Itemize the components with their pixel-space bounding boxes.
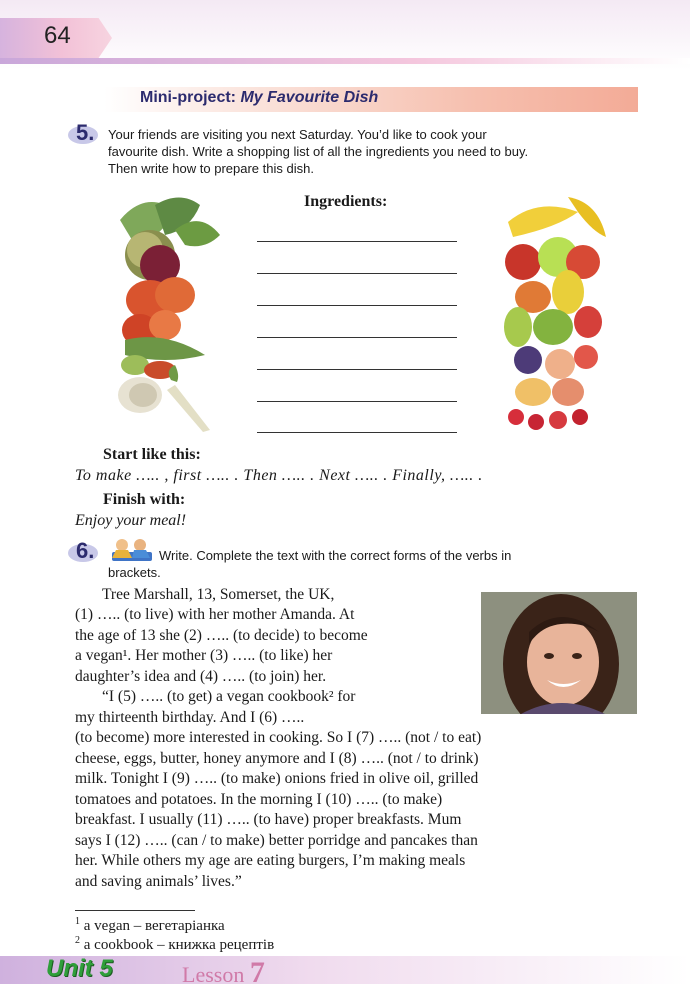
ingredient-line[interactable] <box>257 337 457 338</box>
mini-project-title <box>140 89 378 107</box>
exercise-5-task-line: Then write how to prepare this dish. <box>108 161 314 176</box>
exercise-5-number: 5. <box>76 120 95 145</box>
text-line: the age of 13 she (2) ….. (to decide) to become <box>75 627 368 644</box>
ingredient-line[interactable] <box>257 401 457 402</box>
footnote-1 <box>75 916 225 935</box>
vegetables-illustration <box>105 190 230 435</box>
exercise-6-number: 6. <box>76 538 95 563</box>
text-line: milk. Tonight I (9) ….. (to make) onions fried in olive oil, grilled <box>75 770 479 787</box>
page-number: 64 <box>44 22 71 49</box>
text-line: daughter’s idea and (4) ….. (to join) her. <box>75 668 327 685</box>
exercise-5-task <box>108 126 528 177</box>
text-line: breakfast. I usually (11) ….. (to have) proper breakfasts. Mum <box>75 811 462 828</box>
text-line: tomatoes and potatoes. In the morning I (10) ….. (to make) <box>75 791 443 808</box>
text-line: cheese, eggs, butter, honey anymore and I (8) ….. (not / to drink) <box>75 750 479 767</box>
mini-project-label: Mini-project: <box>140 89 236 106</box>
exercise-6-task-line2: brackets. <box>108 565 161 580</box>
girl-photo <box>481 592 637 714</box>
ingredient-line[interactable] <box>257 241 457 242</box>
exercise-5-task-line: favourite dish. Write a shopping list of all the ingredients you need to buy. <box>108 144 529 159</box>
start-text: To make ….. , first ….. . Then ….. . Next ….. . Finally, ….. . <box>75 467 483 484</box>
footnote-rule <box>75 910 195 911</box>
mini-project-topic: My Favourite Dish <box>240 89 379 106</box>
unit-label: Unit 5 <box>46 955 113 982</box>
text-line: “I (5) ….. (to get) a vegan cookbook² for <box>102 688 356 705</box>
footnote-2 <box>75 935 274 954</box>
text-line: (1) ….. (to live) with her mother Amanda. At <box>75 606 355 623</box>
lesson-word: Lesson <box>182 962 245 987</box>
exercise-6-task-line1: Write. Complete the text with the correct forms of the verbs in <box>159 548 512 563</box>
ingredient-line[interactable] <box>257 369 457 370</box>
header-stripe <box>0 58 690 64</box>
lesson-label <box>182 956 265 990</box>
exercise-5-task-line: Your friends are visiting you next Saturday. You’d like to cook your <box>108 127 487 142</box>
text-line: says I (12) ….. (can / to make) better porridge and pancakes than <box>75 832 478 849</box>
text-line: my thirteenth birthday. And I (6) ….. <box>75 709 305 726</box>
text-line: and saving animals’ lives.” <box>75 873 242 890</box>
finish-text: Enjoy your meal! <box>75 512 187 529</box>
ingredient-line[interactable] <box>257 432 457 433</box>
lesson-number: 7 <box>249 956 265 989</box>
footnote-text: a vegan – вегетаріанка <box>83 918 225 934</box>
text-line: Tree Marshall, 13, Somerset, the UK, <box>102 586 335 603</box>
ingredient-line[interactable] <box>257 273 457 274</box>
footnote-mark: 1 <box>75 916 80 927</box>
finish-heading: Finish with: <box>103 491 186 508</box>
fruits-illustration <box>498 192 610 437</box>
writing-icon <box>108 536 156 564</box>
ingredients-title: Ingredients: <box>304 193 388 210</box>
text-line: her. While others my age are eating burgers, I’m making meals <box>75 852 466 869</box>
text-line: (to become) more interested in cooking. So I (7) ….. (not / to eat) <box>75 729 482 746</box>
footnote-text: a cookbook – книжка рецептів <box>83 937 275 953</box>
ingredient-line[interactable] <box>257 305 457 306</box>
start-heading: Start like this: <box>103 446 201 463</box>
text-line: a vegan¹. Her mother (3) ….. (to like) her <box>75 647 333 664</box>
footnote-mark: 2 <box>75 935 80 946</box>
